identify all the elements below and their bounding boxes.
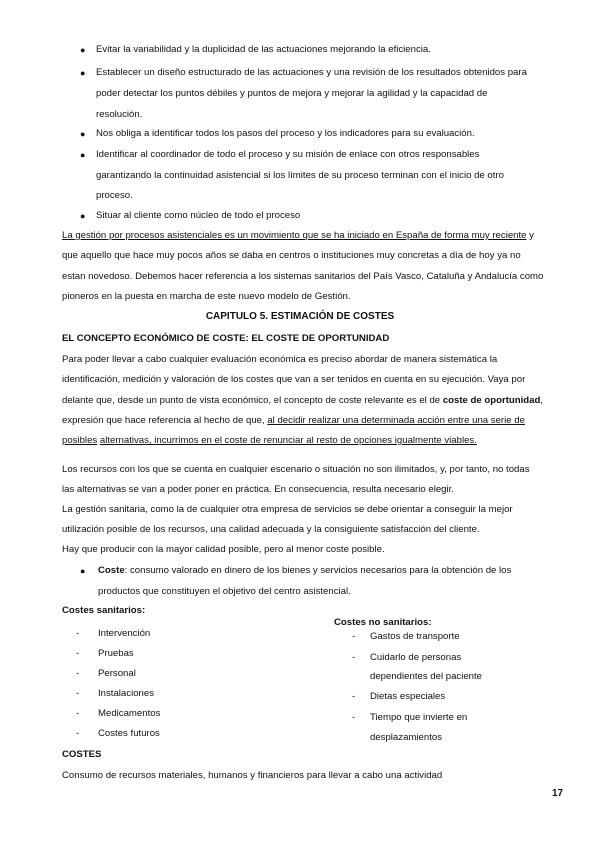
costes-heading: COSTES — [62, 749, 102, 760]
bullet-item: Evitar la variabilidad y la duplicidad de las actuaciones mejorando la eficiencia. — [96, 44, 431, 55]
bullet-dot: ● — [80, 211, 86, 221]
bullet-item-continuation: poder detectar los puntos débiles y puntos de mejora y mejorar la agilidad y la capacidad de — [96, 88, 488, 99]
costes-sanitarios-heading: Costes sanitarios: — [62, 605, 146, 616]
bold-term: Coste — [98, 565, 125, 576]
para1-line-2: identificación, medición y valoración de los costes que van a ser tenidos en cuenta en su ejecución. Vaya por — [62, 374, 526, 385]
list-item: Costes futuros — [98, 728, 160, 739]
bullet-item-continuation: garantizando la continuidad asistencial si los límites de su proceso terminan con el inicio de otro — [96, 170, 504, 181]
list-item: Intervención — [98, 628, 151, 639]
list-item: Medicamentos — [98, 708, 161, 719]
underlined-text: La gestión por procesos asistenciales es un movimiento que se ha iniciado en España de forma muy reciente — [62, 230, 527, 241]
dash-marker: - — [352, 652, 356, 663]
chapter-title: CAPITULO 5. ESTIMACIÓN DE COSTES — [205, 311, 395, 322]
bullet-dot: ● — [80, 566, 86, 576]
para1-line-4 — [62, 415, 525, 427]
list-item: Dietas especiales — [370, 691, 446, 702]
intro-line-1 — [62, 230, 534, 242]
list-item: Tiempo que invierte en — [370, 712, 468, 723]
list-item: Cuidarlo de personas — [370, 652, 462, 663]
bullet-item: Nos obliga a identificar todos los pasos del proceso y los indicadores para su evaluación. — [96, 128, 475, 139]
underlined-text: alternativas, incurrimos en el coste de renunciar al resto de opciones igualmente viables. — [99, 435, 477, 446]
bullet-item: Situar al cliente como núcleo de todo el proceso — [96, 210, 301, 221]
para2-line: utilización posible de los recursos, una calidad adecuada y la consiguiente satisfacción del cliente. — [62, 524, 480, 535]
text-span: : consumo valorado en dinero de los bienes y servicios necesarios para la obtención de los — [124, 565, 512, 576]
list-item: Personal — [98, 668, 136, 679]
dash-marker: - — [76, 648, 80, 659]
intro-line-4: pioneros en la puesta en marcha de este nuevo modelo de Gestión. — [62, 291, 351, 302]
underlined-text: posibles — [62, 435, 98, 446]
text-span: delante que, desde un punto de vista económico, el concepto de coste relevante es el de — [62, 395, 443, 406]
list-item: Gastos de transporte — [370, 631, 460, 642]
costes-definition: Consumo de recursos materiales, humanos y financieros para llevar a cabo una actividad — [62, 770, 443, 781]
section-heading: EL CONCEPTO ECONÓMICO DE COSTE: EL COSTE DE OPORTUNIDAD — [62, 333, 390, 344]
para1-line-3 — [62, 395, 543, 407]
bullet-item: Identificar al coordinador de todo el proceso y su misión de enlace con otros responsables — [96, 149, 480, 160]
dash-marker: - — [352, 691, 356, 702]
para2-line: las alternativas se van a poder poner en práctica. En consecuencia, resulta necesario elegir. — [62, 484, 454, 495]
text-span: expresión que hace referencia al hecho de que, — [62, 415, 268, 426]
para2-line: La gestión sanitaria, como la de cualquier otra empresa de servicios se debe orientar a conseguir la mejor — [62, 504, 513, 515]
dash-marker: - — [76, 628, 80, 639]
page-number: 17 — [552, 788, 564, 799]
bullet-item-continuation: resolución. — [96, 109, 143, 120]
para1-line-5 — [62, 435, 477, 447]
list-item: Instalaciones — [98, 688, 154, 699]
text-span: y — [526, 230, 534, 241]
text-span: , — [540, 395, 544, 406]
bold-term: coste de oportunidad — [442, 395, 541, 406]
para2-line: Hay que producir con la mayor calidad posible, pero al menor coste posible. — [62, 544, 385, 555]
bullet-item-continuation: proceso. — [96, 190, 133, 201]
dash-marker: - — [76, 708, 80, 719]
coste-definition — [98, 565, 511, 577]
para2-line: Los recursos con los que se cuenta en cualquier escenario o situación no son ilimitados, y, por tanto, no todas — [62, 464, 530, 475]
bullet-item: Establecer un diseño estructurado de las actuaciones y una revisión de los resultados obtenidos para — [96, 67, 527, 78]
dash-marker: - — [76, 668, 80, 679]
dash-marker: - — [352, 712, 356, 723]
intro-line-3: estan novedoso. Debemos hacer referencia a los sistemas sanitarios del País Vasco, Cataluña y Andalucía como — [62, 271, 544, 282]
list-item: Pruebas — [98, 648, 134, 659]
list-item-continuation: dependientes del paciente — [370, 671, 483, 682]
dash-marker: - — [352, 631, 356, 642]
bullet-dot: ● — [80, 45, 86, 55]
intro-line-2: que aquello que hace muy pocos años se daba en centros o instituciones muy concretas a día de hoy ya no — [62, 250, 521, 261]
bullet-dot: ● — [80, 150, 86, 160]
underlined-text: al decidir realizar una determinada acción entre una serie de — [267, 415, 525, 426]
dash-marker: - — [76, 728, 80, 739]
dash-marker: - — [76, 688, 80, 699]
list-item-continuation: desplazamientos — [370, 732, 442, 743]
bullet-dot: ● — [80, 68, 86, 78]
bullet-dot: ● — [80, 129, 86, 139]
costes-no-sanitarios-heading: Costes no sanitarios: — [334, 617, 432, 628]
coste-definition-continuation: productos que constituyen el objetivo del centro asistencial. — [98, 586, 351, 597]
para1-line-1: Para poder llevar a cabo cualquier evaluación económica es preciso abordar de manera sistemática la — [62, 354, 498, 365]
